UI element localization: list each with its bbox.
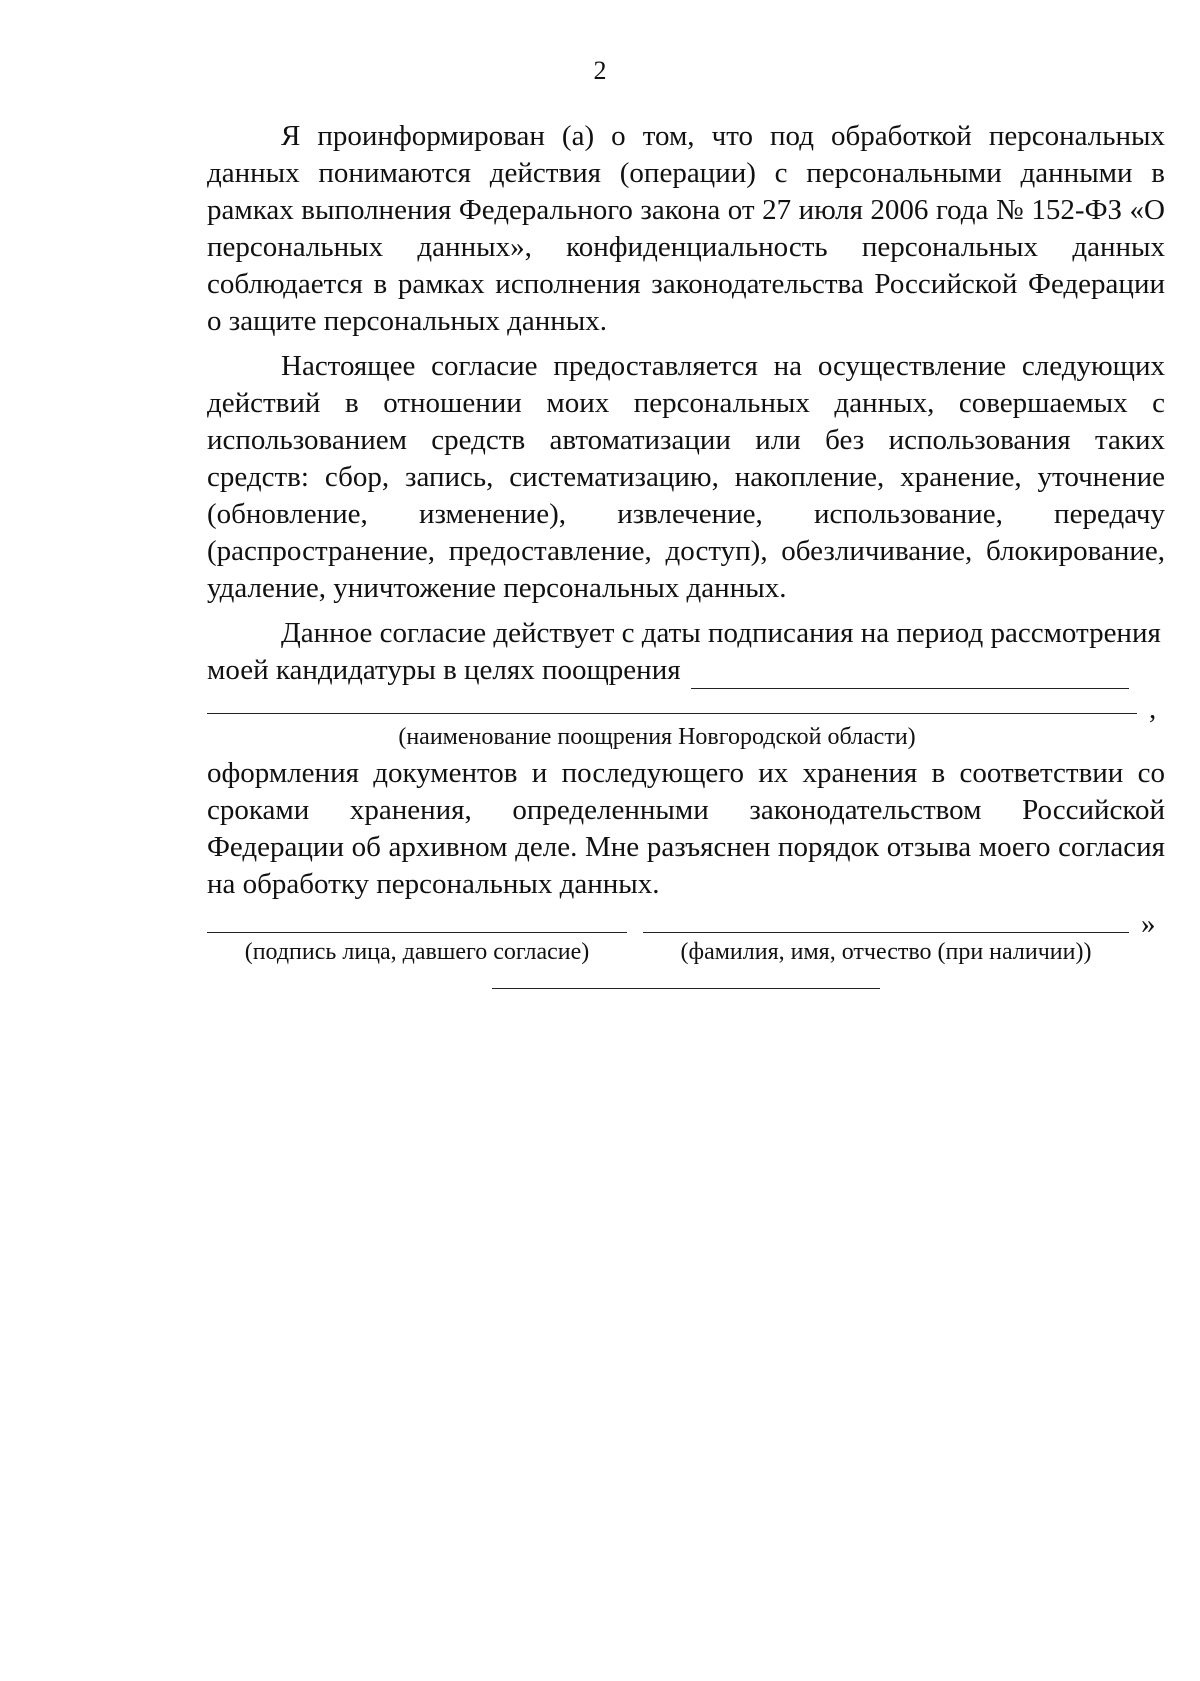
signature-block (207, 908, 1165, 968)
signature-blank[interactable] (207, 932, 627, 933)
award-name-comma: , (1149, 693, 1157, 725)
signature-captions (207, 938, 1165, 968)
full-name-blank[interactable] (643, 932, 1129, 933)
award-purpose-label: моей кандидатуры в целях поощрения (207, 654, 681, 686)
closing-quote: » (1141, 908, 1156, 940)
full-name-caption: (фамилия, имя, отчество (при наличии)) (680, 939, 1092, 965)
award-name-row (207, 693, 1165, 727)
signature-lines (207, 908, 1165, 938)
paragraph-processing-info: Я проинформирован (а) о том, что под обработкой персональных данных понимаются действия (операции) с персональными данными в рамках выполнения Федерального закона от 27 июля 2006 года № 152-ФЗ «О персональных данных», конфиденциальность персональных данных соблюдается в рамках исполнения законодательства Российской Федерации о защите персональных данных. (207, 120, 1165, 337)
paragraph-consent-actions: Настоящее согласие предоставляется на осуществление следующих действий в отношении моих персональных данных, совершаемых с использованием средств автоматизации или без использования таких средств: сбор, запись, систематизацию, накопление, хранение, уточнение (обновление, изменение), извлечение, использование, передачу (распространение, предоставление, доступ), обезличивание, блокирование, удаление, уничтожение персональных данных. (207, 350, 1165, 604)
award-purpose-row (207, 652, 1165, 689)
consent-text (207, 118, 1165, 903)
paragraph-validity-start (207, 615, 1165, 652)
date-blank[interactable] (492, 988, 880, 989)
page-number: 2 (593, 56, 607, 85)
validity-text: Данное согласие действует с даты подписания на период рассмотрения (281, 617, 1161, 649)
paragraph-archive-storage: оформления документов и последующего их хранения в соответствии со сроками хранения, определенными законодательством Российской Федерации об архивном деле. Мне разъяснен порядок отзыва моего согласия на обработку персональных данных. (207, 757, 1165, 900)
award-name-caption: (наименование поощрения Новгородской области) (398, 724, 916, 750)
signature-caption: (подпись лица, давшего согласие) (244, 939, 590, 965)
award-name-blank[interactable] (207, 713, 1137, 714)
award-purpose-blank[interactable] (691, 660, 1129, 689)
